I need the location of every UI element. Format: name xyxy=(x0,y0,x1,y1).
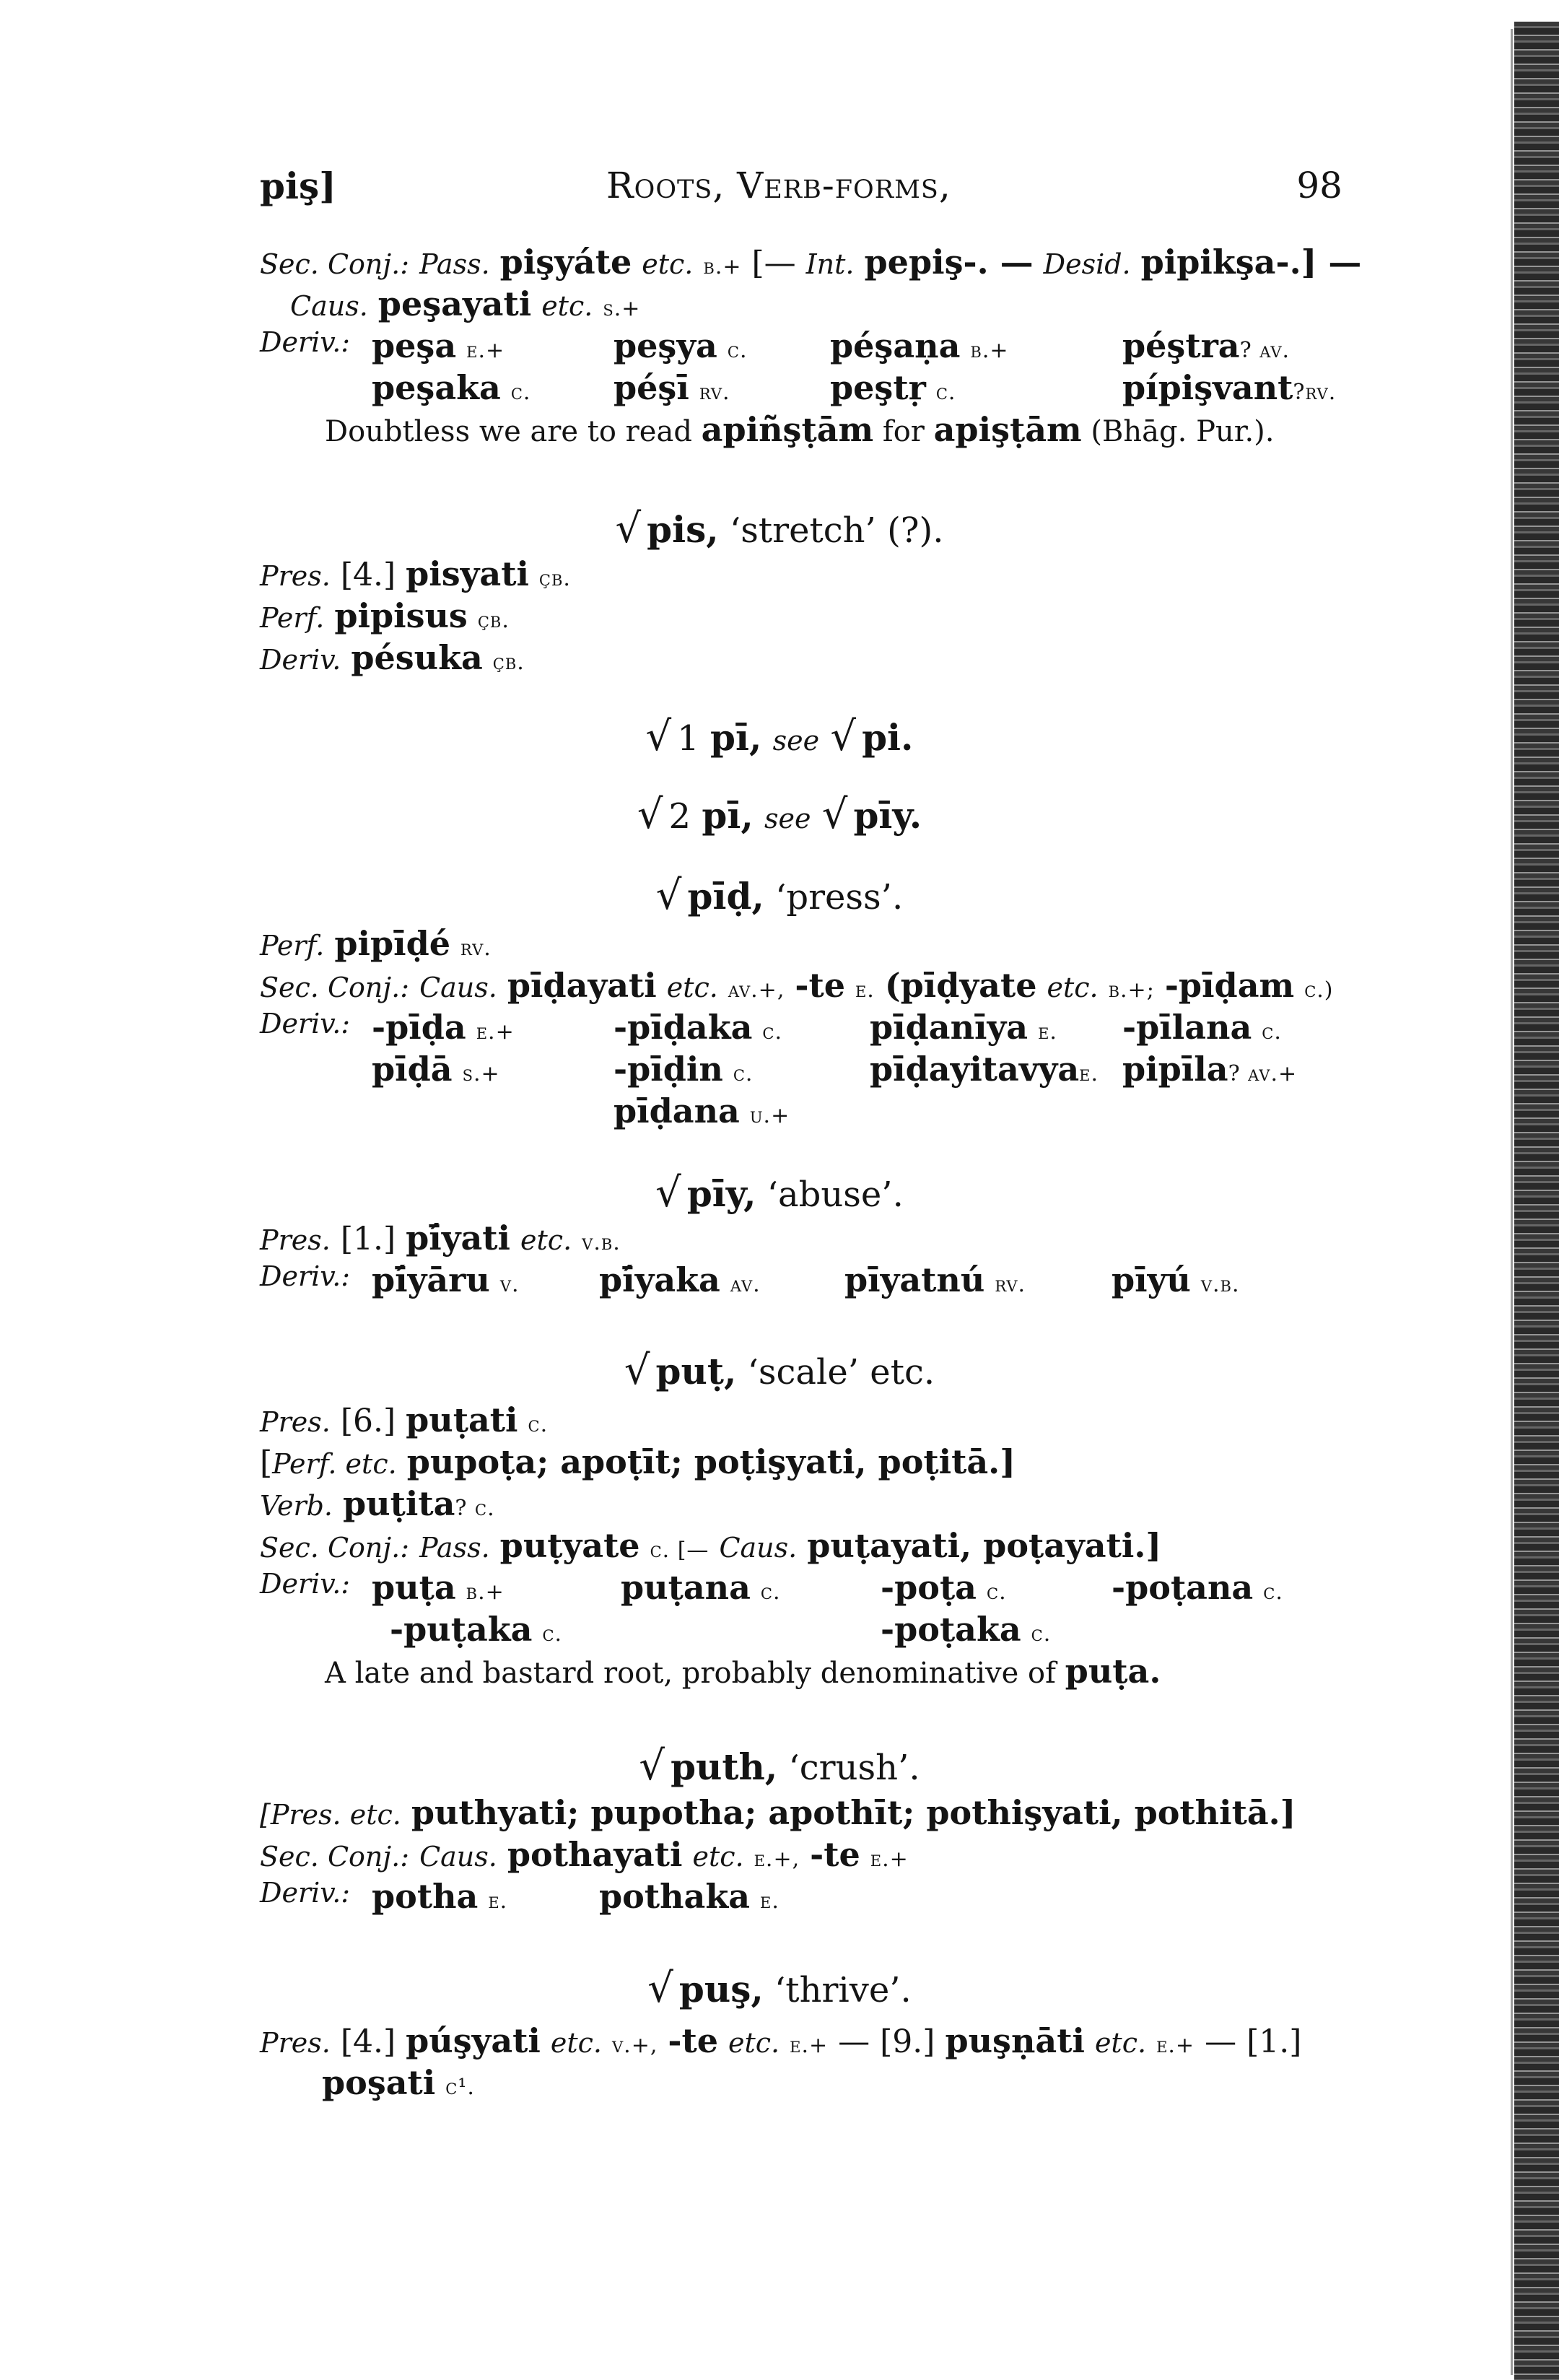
heading-piy: √ pīy, ‘abuse’. xyxy=(655,1169,904,1216)
pid-deriv-row-3: pīḍana u.+ xyxy=(613,1091,790,1130)
header-left: piş] xyxy=(260,165,336,207)
put-secconj: Sec. Conj.: Pass. puṭyate c. [— Caus. puṭayati, poṭayati.] xyxy=(260,1526,1162,1565)
heading-pi-1: √ 1 pī, see √ pi. xyxy=(645,713,914,760)
put-perf: [Perf. etc. pupoṭa; apoṭīt; poṭişyati, poṭitā.] xyxy=(260,1442,1016,1481)
pid-deriv-row-1: Deriv.: -pīḍa e.+ -pīḍaka c. pīḍanīya e. -pīlana c. xyxy=(260,1008,1282,1047)
header-title: Roots, Verb-forms, xyxy=(606,165,951,206)
heading-pi-2: √ 2 pī, see √ pīy. xyxy=(637,791,922,838)
pis-deriv-row-2: peşaka c. péşī rv. peştṛ c. pípişvant?rv. xyxy=(372,368,1337,407)
pis-note: Doubtless we are to read apiñşṭām for apişṭām (Bhāg. Pur.). xyxy=(325,410,1275,449)
puth-deriv-row: Deriv.: potha e. pothaka e. xyxy=(260,1877,780,1916)
heading-put: √ puṭ, ‘scale’ etc. xyxy=(624,1347,935,1394)
page-number: 98 xyxy=(1296,165,1342,206)
pid-secconj: Sec. Conj.: Caus. pīḍayati etc. av.+, -te e. (pīḍyate etc. b.+; -pīḍam c.) xyxy=(260,966,1334,1005)
heading-pus: √ puş, ‘thrive’. xyxy=(647,1965,912,2012)
pus-pres-cont: poşati c¹. xyxy=(322,2063,475,2102)
pis-stretch-deriv: Deriv. pésuka çb. xyxy=(260,638,525,677)
puth-pres: [Pres. etc. puthyati; pupotha; apothīt; pothişyati, pothitā.] xyxy=(260,1793,1296,1832)
pis-stretch-perf: Perf. pipisus çb. xyxy=(260,596,510,635)
put-pres: Pres. [6.] puṭati c. xyxy=(260,1400,549,1439)
piy-pres: Pres. [1.] pī́yati etc. v.b. xyxy=(260,1219,621,1257)
put-verb: Verb. puṭita? c. xyxy=(260,1484,495,1523)
puth-secconj: Sec. Conj.: Caus. pothayati etc. e.+, -te e.+ xyxy=(260,1835,909,1874)
pid-perf: Perf. pipīḍé rv. xyxy=(260,924,492,963)
running-header xyxy=(260,165,1342,215)
piy-deriv-row: Deriv.: pī́yāru v. pī́yaka av. pīyatnú rv. pīyú v.b. xyxy=(260,1260,1240,1299)
pis-caus-line: Caus. peşayati etc. s.+ xyxy=(290,284,641,323)
heading-pis-stretch: √ pis, ‘stretch’ (?). xyxy=(615,505,944,552)
put-deriv-row-1: Deriv.: puṭa b.+ puṭana c. -poṭa c. -poṭana c. xyxy=(260,1568,1283,1607)
pus-pres: Pres. [4.] púşyati etc. v.+, -te etc. e.+ — [9.] puşṇāti etc. e.+ — [1.] xyxy=(260,2021,1302,2060)
pis-secconj-line: Sec. Conj.: Pass. pişyáte etc. b.+ [— Int. pepiş-. — Desid. pipikşa-.] — xyxy=(260,243,1362,282)
heading-puth: √ puth, ‘crush’. xyxy=(639,1743,920,1790)
pid-deriv-row-2: pīḍā s.+ -pīḍin c. pīḍayitavyae. pipīla? av.+ xyxy=(372,1050,1298,1089)
heading-pid: √ pīḍ, ‘press’. xyxy=(655,872,904,919)
put-deriv-row-2: -puṭaka c. -poṭaka c. xyxy=(390,1610,1052,1649)
pis-stretch-pres: Pres. [4.] pisyati çb. xyxy=(260,554,571,593)
put-note: A late and bastard root, probably denominative of puṭa. xyxy=(325,1652,1161,1691)
pis-deriv-row-1: Deriv.: peşa e.+ peşya c. péşaṇa b.+ péştra? av. xyxy=(260,326,1291,365)
